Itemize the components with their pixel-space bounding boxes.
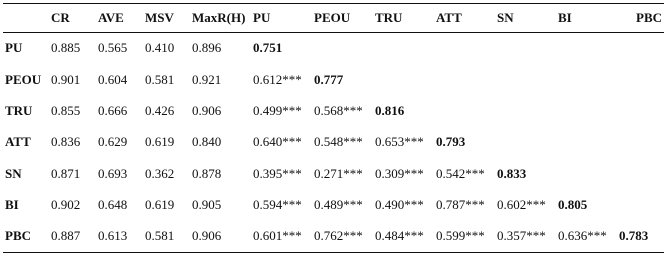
correlation-cell: 0.309*** <box>375 165 424 181</box>
correlation-cell <box>434 64 495 95</box>
correlation-cell <box>556 158 617 189</box>
correlation-cell: 0.612*** <box>253 71 302 87</box>
table-body <box>3 33 664 253</box>
cr-cell: 0.902 <box>51 197 81 213</box>
row-label-cell: TRU <box>5 102 33 118</box>
ave-cell: 0.648 <box>98 197 128 213</box>
msv-cell: 0.362 <box>145 165 175 181</box>
maxr-cell: 0.906 <box>192 102 222 118</box>
maxr-cell: 0.921 <box>192 71 222 87</box>
header-cell-pbc: PBC <box>617 4 664 33</box>
header-row <box>3 4 664 33</box>
header-cell-tru: TRU <box>373 4 434 33</box>
header-cell-pu: PU <box>251 4 312 33</box>
correlation-cell: 0.594*** <box>253 197 302 213</box>
ave-cell: 0.604 <box>98 71 128 87</box>
correlation-cell: 0.357*** <box>495 221 556 252</box>
validity-correlation-table <box>3 3 664 253</box>
table-row <box>3 33 664 64</box>
correlation-cell <box>495 127 556 158</box>
msv-cell: 0.410 <box>145 40 175 56</box>
table-row <box>3 64 664 95</box>
correlation-cell <box>556 95 617 126</box>
header-cell-att: ATT <box>434 4 495 33</box>
msv-cell: 0.581 <box>145 71 175 87</box>
cr-cell: 0.887 <box>49 221 96 252</box>
ave-cell: 0.613 <box>96 221 143 252</box>
row-label-cell: SN <box>5 165 22 181</box>
correlation-cell <box>373 33 434 64</box>
correlation-cell <box>617 127 664 158</box>
maxr-cell: 0.905 <box>192 197 222 213</box>
correlation-cell: 0.653*** <box>375 134 424 150</box>
table-row <box>3 158 664 189</box>
cr-cell: 0.836 <box>51 134 81 150</box>
msv-cell: 0.426 <box>145 102 175 118</box>
maxr-cell: 0.906 <box>190 221 251 252</box>
header-cell-ave: AVE <box>96 4 143 33</box>
correlation-cell <box>617 95 664 126</box>
correlation-cell <box>312 33 373 64</box>
correlation-cell <box>495 95 556 126</box>
header-cell-peou: PEOU <box>312 4 373 33</box>
correlation-cell: 0.636*** <box>556 221 617 252</box>
table-row <box>3 127 664 158</box>
correlation-cell: 0.548*** <box>314 134 363 150</box>
diagonal-sqrt-ave-cell: 0.816 <box>375 102 405 118</box>
table-header <box>3 4 664 33</box>
table-row <box>3 95 664 126</box>
maxr-cell: 0.840 <box>192 134 222 150</box>
header-cell-bi: BI <box>556 4 617 33</box>
ave-cell: 0.565 <box>98 40 128 56</box>
correlation-cell <box>617 189 664 220</box>
correlation-cell: 0.601*** <box>251 221 312 252</box>
correlation-cell: 0.762*** <box>312 221 373 252</box>
header-cell-cr: CR <box>49 4 96 33</box>
diagonal-sqrt-ave-cell: 0.783 <box>617 221 664 252</box>
ave-cell: 0.693 <box>98 165 128 181</box>
correlation-cell: 0.484*** <box>373 221 434 252</box>
cr-cell: 0.871 <box>51 165 81 181</box>
correlation-cell: 0.640*** <box>253 134 302 150</box>
msv-cell: 0.581 <box>143 221 190 252</box>
correlation-cell <box>556 64 617 95</box>
cr-cell: 0.855 <box>51 102 81 118</box>
correlation-cell <box>434 33 495 64</box>
cr-cell: 0.901 <box>51 71 81 87</box>
correlation-cell: 0.568*** <box>314 102 363 118</box>
correlation-cell <box>617 158 664 189</box>
header-cell-msv: MSV <box>143 4 190 33</box>
correlation-cell: 0.271*** <box>314 165 363 181</box>
correlation-cell <box>373 64 434 95</box>
row-label-cell: BI <box>5 197 19 213</box>
row-label-cell: PBC <box>3 221 49 252</box>
correlation-cell: 0.489*** <box>314 197 363 213</box>
row-label-cell: ATT <box>5 134 31 150</box>
correlation-cell: 0.599*** <box>434 221 495 252</box>
table-row <box>3 189 664 220</box>
header-cell-maxr: MaxR(H) <box>190 4 251 33</box>
correlation-cell <box>617 33 664 64</box>
correlation-cell <box>495 33 556 64</box>
row-label-cell: PEOU <box>5 71 42 87</box>
correlation-cell <box>495 64 556 95</box>
correlation-cell: 0.499*** <box>253 102 302 118</box>
cr-cell: 0.885 <box>51 40 81 56</box>
correlation-cell: 0.395*** <box>253 165 302 181</box>
diagonal-sqrt-ave-cell: 0.793 <box>436 134 466 150</box>
correlation-cell: 0.542*** <box>436 165 485 181</box>
correlation-cell <box>556 127 617 158</box>
correlation-cell <box>556 33 617 64</box>
correlation-cell: 0.602*** <box>497 197 546 213</box>
row-label-cell: PU <box>5 40 23 56</box>
msv-cell: 0.619 <box>145 197 175 213</box>
correlation-cell: 0.490*** <box>375 197 424 213</box>
header-cell-sn: SN <box>495 4 556 33</box>
diagonal-sqrt-ave-cell: 0.777 <box>314 71 344 87</box>
table-row <box>3 221 664 252</box>
correlation-cell: 0.787*** <box>436 197 485 213</box>
diagonal-sqrt-ave-cell: 0.833 <box>497 165 527 181</box>
diagonal-sqrt-ave-cell: 0.805 <box>558 197 588 213</box>
maxr-cell: 0.878 <box>192 165 222 181</box>
diagonal-sqrt-ave-cell: 0.751 <box>253 40 283 56</box>
header-cell-empty <box>3 4 49 33</box>
maxr-cell: 0.896 <box>192 40 222 56</box>
correlation-cell <box>617 64 664 95</box>
ave-cell: 0.666 <box>98 102 128 118</box>
correlation-cell <box>434 95 495 126</box>
ave-cell: 0.629 <box>98 134 128 150</box>
msv-cell: 0.619 <box>145 134 175 150</box>
